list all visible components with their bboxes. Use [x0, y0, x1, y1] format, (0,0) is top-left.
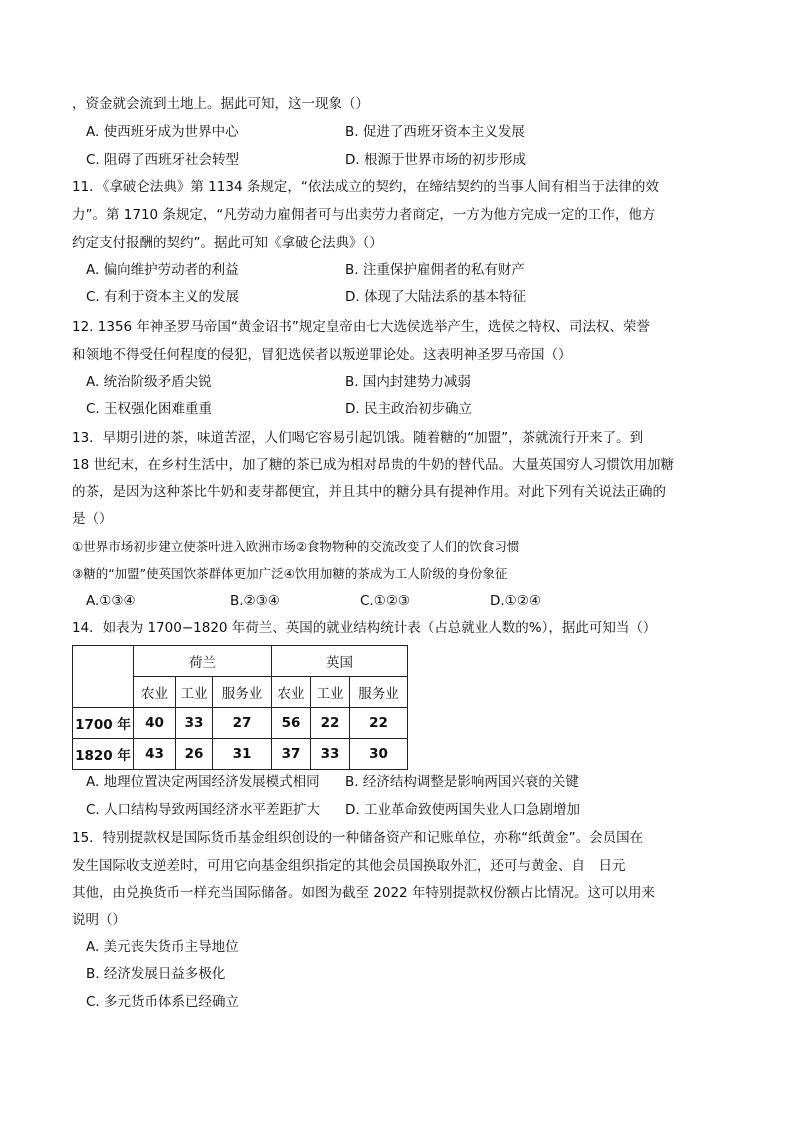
q15-option-c: C. 多元货币体系已经确立 [86, 994, 240, 1010]
table-subheader: 农业 [272, 677, 311, 708]
q14-stem-line1: 14．如表为 1700−1820 年荷兰、英国的就业结构统计表（占总就业人数的%），据此可知当（） [72, 620, 657, 636]
table-row [73, 708, 408, 739]
q14-option-c: C. 人口结构导致两国经济水平差距扩大 [86, 802, 321, 818]
q12-stem-line1: 12. 1356 年神圣罗马帝国“黄金诏书”规定皇帝由七大选侯选举产生，选侯之特权、司法权、荣誉 [72, 319, 650, 335]
q15-stem-line2: 发生国际收支逆差时，可用它向基金组织指定的其他会员国换取外汇，还可与黄金、自 日元 [72, 858, 626, 874]
table-subheader: 服务业 [213, 677, 272, 708]
q14-option-a: A. 地理位置决定两国经济发展模式相同 [86, 774, 320, 790]
q13-stem-line2: 18 世纪末，在乡村生活中，加了糖的茶已成为相对昂贵的牛奶的替代品。大量英国穷人习惯饮用加糖 [72, 457, 674, 473]
q15-option-b: B. 经济发展日益多极化 [86, 966, 226, 982]
table-cell: 26 [176, 739, 213, 770]
table-subheader: 工业 [176, 677, 213, 708]
q11-option-d: D. 体现了大陆法系的基本特征 [345, 289, 526, 305]
table-cell: 33 [176, 708, 213, 739]
table-subheader: 农业 [134, 677, 176, 708]
table-corner-cell [73, 646, 134, 708]
q14-option-d: D. 工业革命致使两国失业人口急剧增加 [345, 802, 580, 818]
q12-option-a: A. 统治阶级矛盾尖锐 [86, 374, 212, 390]
q15-stem-line3: 其他，由兑换货币一样充当国际储备。如图为截至 2022 年特别提款权份额占比情况。这可以用来 [72, 885, 655, 901]
q13-stem-line4: 是（） [72, 511, 113, 527]
q15-option-a: A. 美元丧失货币主导地位 [86, 939, 239, 955]
q12-option-d: D. 民主政治初步确立 [345, 401, 472, 417]
q10-option-d: D. 根源于世界市场的初步形成 [345, 152, 526, 168]
table-cell: 22 [311, 708, 350, 739]
q15-stem-line4: 说明（） [72, 912, 126, 928]
q10-option-c: C. 阻碍了西班牙社会转型 [86, 152, 240, 168]
table-cell: 40 [134, 708, 176, 739]
table-row-year: 1820 年 [73, 739, 134, 770]
q11-option-a: A. 偏向维护劳动者的利益 [86, 262, 239, 278]
q13-option-a: A.①③④ [86, 593, 136, 609]
table-group-britain: 英国 [272, 646, 408, 677]
q10-stem-tail: ，资金就会流到土地上。据此可知，这一现象（） [72, 96, 369, 112]
table-cell: 33 [311, 739, 350, 770]
q12-stem-line2: 和领地不得受任何程度的侵犯，冒犯选侯者以叛逆罪论处。这表明神圣罗马帝国（） [72, 347, 572, 363]
table-cell: 31 [213, 739, 272, 770]
q12-option-b: B. 国内封建势力减弱 [345, 374, 471, 390]
q15-stem-line1: 15．特别提款权是国际货币基金组织创设的一种储备资产和记账单位，亦称“纸黄金”。会员国在 [72, 830, 644, 846]
table-cell: 22 [350, 708, 408, 739]
table-group-netherlands: 荷兰 [134, 646, 272, 677]
q13-stem-line3: 的茶，是因为这种茶比牛奶和麦芽都便宜，并且其中的糖分具有提神作用。对此下列有关说法正确的 [72, 484, 666, 500]
q10-option-b: B. 促进了西班牙资本主义发展 [345, 124, 525, 140]
table-cell: 56 [272, 708, 311, 739]
table-row [73, 739, 408, 770]
q13-statements-2: ③糖的“加盟”使英国饮茶群体更加广泛④饮用加糖的茶成为工人阶级的身份象征 [72, 566, 508, 581]
q11-stem-line3: 约定支付报酬的契约”。据此可知《拿破仑法典》（） [72, 235, 383, 251]
employment-structure-table [72, 645, 408, 770]
q11-option-b: B. 注重保护雇佣者的私有财产 [345, 262, 525, 278]
table-row-year: 1700 年 [73, 708, 134, 739]
table-cell: 43 [134, 739, 176, 770]
q13-stem-line1: 13．早期引进的茶，味道苦涩，人们喝它容易引起饥饿。随着糖的“加盟”，茶就流行开来了。到 [72, 430, 644, 446]
q11-stem-line2: 力”。第 1710 条规定，“凡劳动力雇佣者可与出卖劳力者商定，一方为他方完成一定的工作，他方 [72, 207, 656, 223]
table-cell: 30 [350, 739, 408, 770]
table-header-row [73, 646, 408, 677]
q13-option-d: D.①②④ [490, 593, 541, 609]
q13-option-c: C.①②③ [360, 593, 411, 609]
q13-option-b: B.②③④ [230, 593, 280, 609]
q10-option-a: A. 使西班牙成为世界中心 [86, 124, 239, 140]
table-cell: 37 [272, 739, 311, 770]
q13-statements-1: ①世界市场初步建立使茶叶进入欧洲市场②食物物种的交流改变了人们的饮食习惯 [72, 539, 520, 554]
q11-stem-line1: 11．《拿破仑法典》第 1134 条规定，“依法成立的契约，在缔结契约的当事人间有相当于法律的效 [72, 179, 659, 195]
table-subheader: 服务业 [350, 677, 408, 708]
q14-option-b: B. 经济结构调整是影响两国兴衰的关键 [345, 774, 579, 790]
table-subheader: 工业 [311, 677, 350, 708]
table-cell: 27 [213, 708, 272, 739]
q12-option-c: C. 王权强化困难重重 [86, 401, 213, 417]
q11-option-c: C. 有利于资本主义的发展 [86, 289, 240, 305]
